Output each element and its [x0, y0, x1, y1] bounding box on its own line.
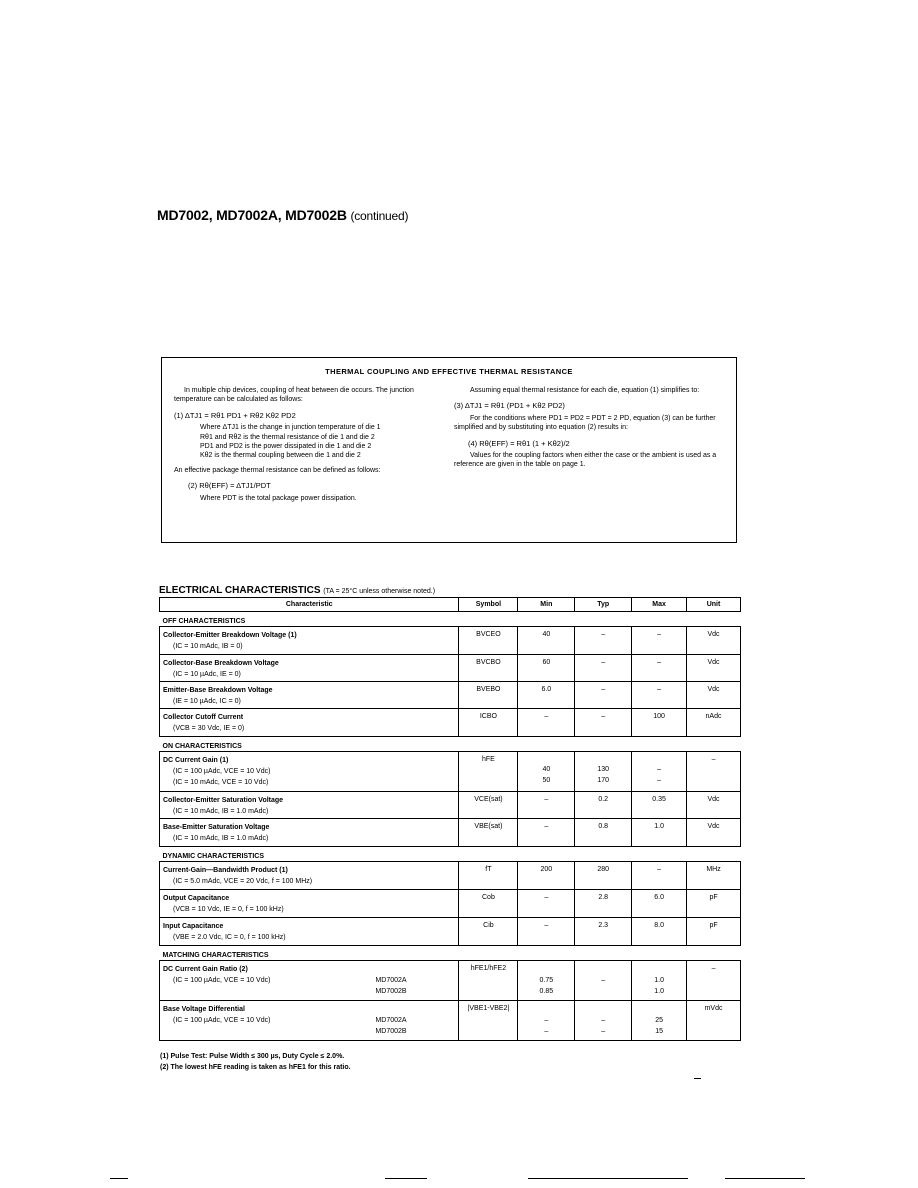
typ-cell: –: [575, 709, 632, 737]
char-cond: (IC = 5.0 mAdc, VCE = 20 Vdc, f = 100 MHz): [173, 878, 313, 885]
thermal-title: THERMAL COUPLING AND EFFECTIVE THERMAL RESISTANCE: [325, 367, 573, 376]
max-cell: 8.0: [632, 918, 687, 946]
max-cell: –: [632, 655, 687, 682]
section-label: MATCHING CHARACTERISTICS: [162, 952, 269, 959]
max-cell: 6.0: [632, 890, 687, 918]
char-cond: (VBE = 2.0 Vdc, IC = 0, f = 100 kHz): [173, 934, 286, 941]
table-row: [160, 709, 741, 737]
min-value: –: [544, 1028, 549, 1035]
device-label: MD7002B: [375, 988, 407, 995]
unit-cell: –: [687, 752, 741, 792]
max-cell: –: [632, 627, 687, 655]
max-cell: 1.0: [632, 819, 687, 847]
min-cell: 6.0: [518, 682, 575, 709]
typ-cell: [575, 752, 632, 792]
max-cell: [632, 1001, 687, 1041]
symbol-cell: BVCBO: [459, 655, 518, 682]
typ-cell: 2.8: [575, 890, 632, 918]
section-label: DYNAMIC CHARACTERISTICS: [162, 853, 264, 860]
title-main: MD7002, MD7002A, MD7002B: [157, 207, 347, 223]
char-cond: (IC = 100 µAdc, VCE = 10 Vdc): [173, 768, 271, 775]
stray-mark: [385, 1178, 427, 1179]
symbol-cell: BVEBO: [459, 682, 518, 709]
unit-cell: pF: [687, 890, 741, 918]
symbol-cell: Cob: [459, 890, 518, 918]
min-value: –: [544, 1017, 549, 1024]
header-cell: Characteristic: [160, 598, 459, 612]
typ-value: –: [601, 1017, 606, 1024]
equation-1: (1) ΔTJ1 = Rθ1 PD1 + Rθ2 Kθ2 PD2: [174, 410, 296, 420]
section-label: ON CHARACTERISTICS: [162, 743, 242, 750]
typ-cell: [575, 961, 632, 1001]
page-title: [157, 207, 408, 223]
char-name: Collector-Base Breakdown Voltage: [163, 660, 279, 667]
min-cell: 60: [518, 655, 575, 682]
min-cell: [518, 1001, 575, 1041]
char-name: Collector-Emitter Saturation Voltage: [163, 797, 284, 804]
char-name: Collector Cutoff Current: [163, 714, 244, 721]
where-line: PD1 and PD2 is the power dissipated in die 1 and die 2: [200, 443, 372, 451]
where-line: Rθ1 and Rθ2 is the thermal resistance of die 1 and die 2: [200, 433, 375, 441]
footnote: (1) Pulse Test: Pulse Width ≤ 300 µs, Duty Cycle ≤ 2.0%.: [160, 1053, 345, 1060]
symbol-cell: VCE(sat): [459, 792, 518, 819]
equation-2: (2) Rθ(EFF) = ΔTJ1/PDT: [188, 481, 271, 491]
header-cell: Symbol: [459, 598, 518, 612]
thermal-text: Assuming equal thermal resistance for each die, equation (1) simplifies to:: [470, 387, 700, 394]
min-cell: 200: [518, 862, 575, 890]
unit-cell: Vdc: [687, 819, 741, 847]
table-row: [160, 918, 741, 946]
stray-mark: [694, 1078, 701, 1079]
symbol-cell: Cib: [459, 918, 518, 946]
typ-cell: –: [575, 682, 632, 709]
min-cell: [518, 752, 575, 792]
unit-cell: Vdc: [687, 792, 741, 819]
min-cell: 40: [518, 627, 575, 655]
ec-condition: (TA = 25°C unless otherwise noted.): [323, 588, 436, 595]
stray-mark: [528, 1178, 688, 1179]
table-row: [160, 862, 741, 890]
thermal-text: In multiple chip devices, coupling of heat between die occurs. The junction temperature can be calculated as follows:: [174, 387, 414, 404]
section-label: OFF CHARACTERISTICS: [162, 618, 246, 625]
min-value: 0.75: [539, 977, 554, 984]
where-line: Where ΔTJ1 is the change in junction temperature of die 1: [200, 424, 381, 432]
table-row: [160, 1001, 741, 1041]
max-cell: [632, 961, 687, 1001]
thermal-left-column: [174, 386, 430, 503]
symbol-cell: ICBO: [459, 709, 518, 737]
thermal-coupling-box: [161, 357, 737, 543]
symbol-cell: hFE: [459, 752, 518, 792]
typ-cell: 280: [575, 862, 632, 890]
table-row: [160, 792, 741, 819]
stray-mark: [110, 1178, 128, 1179]
char-cond: (IC = 10 µAdc, IE = 0): [173, 671, 241, 678]
char-name: Base Voltage Differential: [163, 1006, 245, 1013]
table-row: [160, 627, 741, 655]
unit-cell: Vdc: [687, 627, 741, 655]
char-cond-row: [163, 1015, 455, 1026]
max-value: 15: [655, 1028, 663, 1035]
thermal-text: Values for the coupling factors when either the case or the ambient is used as a reference are given in the table on page 1.: [454, 452, 717, 469]
max-cell: [632, 752, 687, 792]
where-line: Kθ2 is the thermal coupling between die 1 and die 2: [200, 452, 361, 460]
max-cell: 0.35: [632, 792, 687, 819]
table-header: [160, 598, 741, 612]
char-name: Output Capacitance: [163, 895, 230, 902]
max-value: –: [657, 777, 662, 784]
max-cell: –: [632, 682, 687, 709]
unit-cell: nAdc: [687, 709, 741, 737]
header-cell: Min: [518, 598, 575, 612]
char-cond-row: [163, 975, 455, 986]
device-label: MD7002A: [375, 977, 407, 984]
typ-cell: 2.3: [575, 918, 632, 946]
thermal-right-column: [454, 386, 726, 476]
char-cond: (IC = 10 mAdc, VCE = 10 Vdc): [173, 779, 269, 786]
table-row: [160, 819, 741, 847]
min-value: 50: [542, 777, 551, 784]
symbol-cell: |VBE1-VBE2|: [459, 1001, 518, 1041]
table-row: [160, 961, 741, 1001]
typ-value: –: [601, 1028, 606, 1035]
table-row: [160, 682, 741, 709]
char-name: DC Current Gain (1): [163, 757, 229, 764]
header-cell: Typ: [575, 598, 632, 612]
unit-cell: mVdc: [687, 1001, 741, 1041]
char-name: Collector-Emitter Breakdown Voltage (1): [163, 632, 297, 639]
typ-value: –: [601, 977, 606, 984]
char-cond: (IC = 10 mAdc, IB = 0): [173, 643, 243, 650]
char-cond: (VCB = 30 Vdc, IE = 0): [173, 725, 245, 732]
unit-cell: pF: [687, 918, 741, 946]
max-cell: –: [632, 862, 687, 890]
symbol-cell: hFE1/hFE2: [459, 961, 518, 1001]
char-name: Input Capacitance: [163, 923, 224, 930]
min-cell: –: [518, 709, 575, 737]
min-cell: –: [518, 890, 575, 918]
char-cond: (IC = 10 mAdc, IB = 1.0 mAdc): [173, 808, 269, 815]
max-value: 1.0: [654, 977, 664, 984]
typ-cell: –: [575, 655, 632, 682]
equation-4: (4) Rθ(EFF) = Rθ1 (1 + Kθ2)/2: [468, 438, 570, 448]
char-name: Base-Emitter Saturation Voltage: [163, 824, 270, 831]
max-cell: 100: [632, 709, 687, 737]
unit-cell: Vdc: [687, 682, 741, 709]
where-line: Where PDT is the total package power dissipation.: [200, 494, 357, 502]
electrical-characteristics-table: [159, 597, 741, 1041]
char-cond: (IC = 10 mAdc, IB = 1.0 mAdc): [173, 835, 269, 842]
char-cond: (IE = 10 µAdc, IC = 0): [173, 698, 241, 705]
device-label: MD7002A: [375, 1017, 407, 1024]
ec-title-text: ELECTRICAL CHARACTERISTICS: [159, 585, 321, 596]
device-label: MD7002B: [375, 1028, 407, 1035]
max-value: 1.0: [654, 988, 664, 995]
table-row: [160, 655, 741, 682]
ec-title: [159, 585, 435, 596]
symbol-cell: BVCEO: [459, 627, 518, 655]
symbol-cell: fT: [459, 862, 518, 890]
char-cond: (IC = 100 µAdc, VCE = 10 Vdc): [173, 977, 271, 984]
equation-3: (3) ΔTJ1 = Rθ1 (PD1 + Kθ2 PD2): [454, 401, 565, 411]
stray-mark: [725, 1178, 805, 1179]
min-value: 40: [542, 766, 551, 773]
header-cell: Max: [632, 598, 687, 612]
footnote: (2) The lowest hFE reading is taken as hFE1 for this ratio.: [160, 1064, 351, 1071]
typ-cell: 0.8: [575, 819, 632, 847]
thermal-text: An effective package thermal resistance can be defined as follows:: [174, 466, 381, 474]
max-value: –: [657, 766, 662, 773]
typ-cell: [575, 1001, 632, 1041]
char-name: Current-Gain—Bandwidth Product (1): [163, 867, 288, 874]
unit-cell: Vdc: [687, 655, 741, 682]
symbol-cell: VBE(sat): [459, 819, 518, 847]
table-row: [160, 890, 741, 918]
thermal-text: For the conditions where PD1 = PD2 = PDT = 2 PD, equation (3) can be further simplified and by substituting into equation (2) results in:: [454, 414, 716, 432]
char-name: DC Current Gain Ratio (2): [163, 966, 248, 973]
typ-cell: 0.2: [575, 792, 632, 819]
char-cond: (IC = 100 µAdc, VCE = 10 Vdc): [173, 1017, 271, 1024]
char-name: Emitter-Base Breakdown Voltage: [163, 687, 273, 694]
char-cond: (VCB = 10 Vdc, IE = 0, f = 100 kHz): [173, 906, 284, 913]
typ-cell: –: [575, 627, 632, 655]
footnotes: [160, 1051, 351, 1073]
min-cell: [518, 961, 575, 1001]
unit-cell: MHz: [687, 862, 741, 890]
min-cell: –: [518, 819, 575, 847]
char-cond-row: [163, 986, 455, 997]
table-row: [160, 752, 741, 792]
max-value: 25: [655, 1017, 663, 1024]
unit-cell: –: [687, 961, 741, 1001]
char-cond-row: [163, 1026, 455, 1037]
min-cell: –: [518, 792, 575, 819]
title-sub: (continued): [350, 209, 409, 223]
min-cell: –: [518, 918, 575, 946]
typ-value: 170: [597, 777, 610, 784]
header-cell: Unit: [687, 598, 741, 612]
typ-value: 130: [597, 766, 610, 773]
min-value: 0.85: [539, 988, 554, 995]
